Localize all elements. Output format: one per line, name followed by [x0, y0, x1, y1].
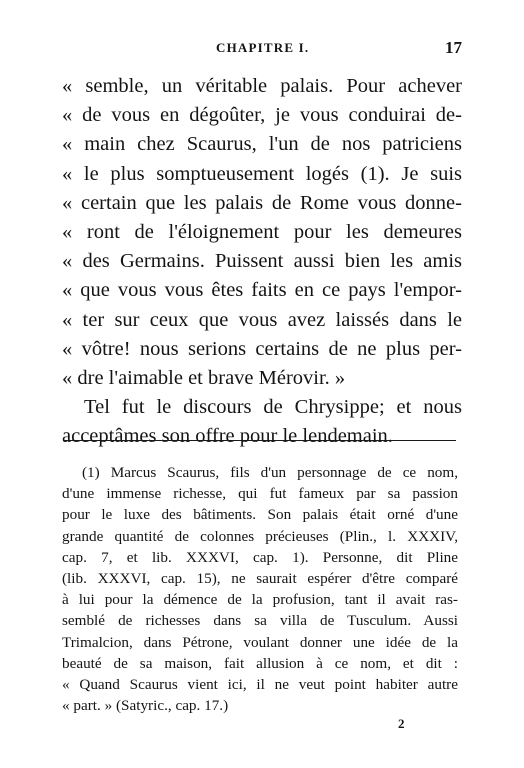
page-header [62, 38, 462, 62]
running-head: CHAPITRE I. [216, 40, 310, 55]
footnote-line: pour le luxe des bâtiments. Son palais était orné d'une [62, 506, 458, 524]
footnote-line: « Quand Scaurus vient ici, il ne veut point habiter autre [62, 675, 458, 693]
text-line: « que vous vous êtes faits en ce pays l'empor- [62, 279, 462, 302]
footnote-line: cap. 7, et lib. XXXVI, cap. 1). Personne, dit Pline [62, 548, 458, 566]
footnote-line: « part. » (Satyric., cap. 17.) [62, 697, 229, 715]
signature-mark: 2 [398, 716, 405, 731]
footnote-line: grande quantité de colonnes précieuses (Plin., l. XXXIV, [62, 527, 458, 545]
main-text [62, 72, 462, 451]
text-line: « semble, un véritable palais. Pour achever [62, 75, 462, 97]
text-line: « ront de l'éloignement pour les demeures [62, 220, 462, 243]
footnote [62, 462, 458, 716]
footnote-line: d'une immense richesse, qui fut fameux par sa passion [62, 485, 458, 503]
footnote-line: à lui pour la démence de la profusion, tant il avait ras- [62, 591, 458, 609]
text-line: « certain que les palais de Rome vous donne- [62, 191, 462, 214]
text-line: « vôtre! nous serions certains de ne plus per- [62, 337, 462, 360]
text-line: « des Germains. Puissent aussi bien les amis [62, 250, 462, 273]
text-line: « ter sur ceux que vous avez laissés dans le [62, 308, 462, 331]
footnote-line: semblé de richesses dans sa villa de Tusculum. Aussi [62, 612, 458, 630]
page-number: 17 [445, 38, 462, 57]
footnote-line: Trimalcion, dans Pétrone, voulant donner une idée de la [62, 633, 458, 651]
footnote-line: beauté de sa maison, fait allusion à ce nom, et dit : [62, 654, 458, 672]
text-line: « le plus somptueusement logés (1). Je suis [62, 162, 462, 185]
footnote-line: (lib. XXXVI, cap. 15), ne saurait espérer d'être comparé [62, 569, 458, 587]
footnote-line: (1) Marcus Scaurus, fils d'un personnage de ce nom, [82, 464, 458, 481]
text-line: Tel fut le discours de Chrysippe; et nous [84, 396, 462, 419]
text-line: acceptâmes son offre pour le lendemain. [62, 425, 393, 448]
text-line: « main chez Scaurus, l'un de nos patriciens [62, 133, 462, 156]
footnote-rule [64, 440, 456, 441]
text-line: « de vous en dégoûter, je vous conduirai de- [62, 104, 462, 127]
text-line: « dre l'aimable et brave Mérovir. » [62, 366, 346, 389]
